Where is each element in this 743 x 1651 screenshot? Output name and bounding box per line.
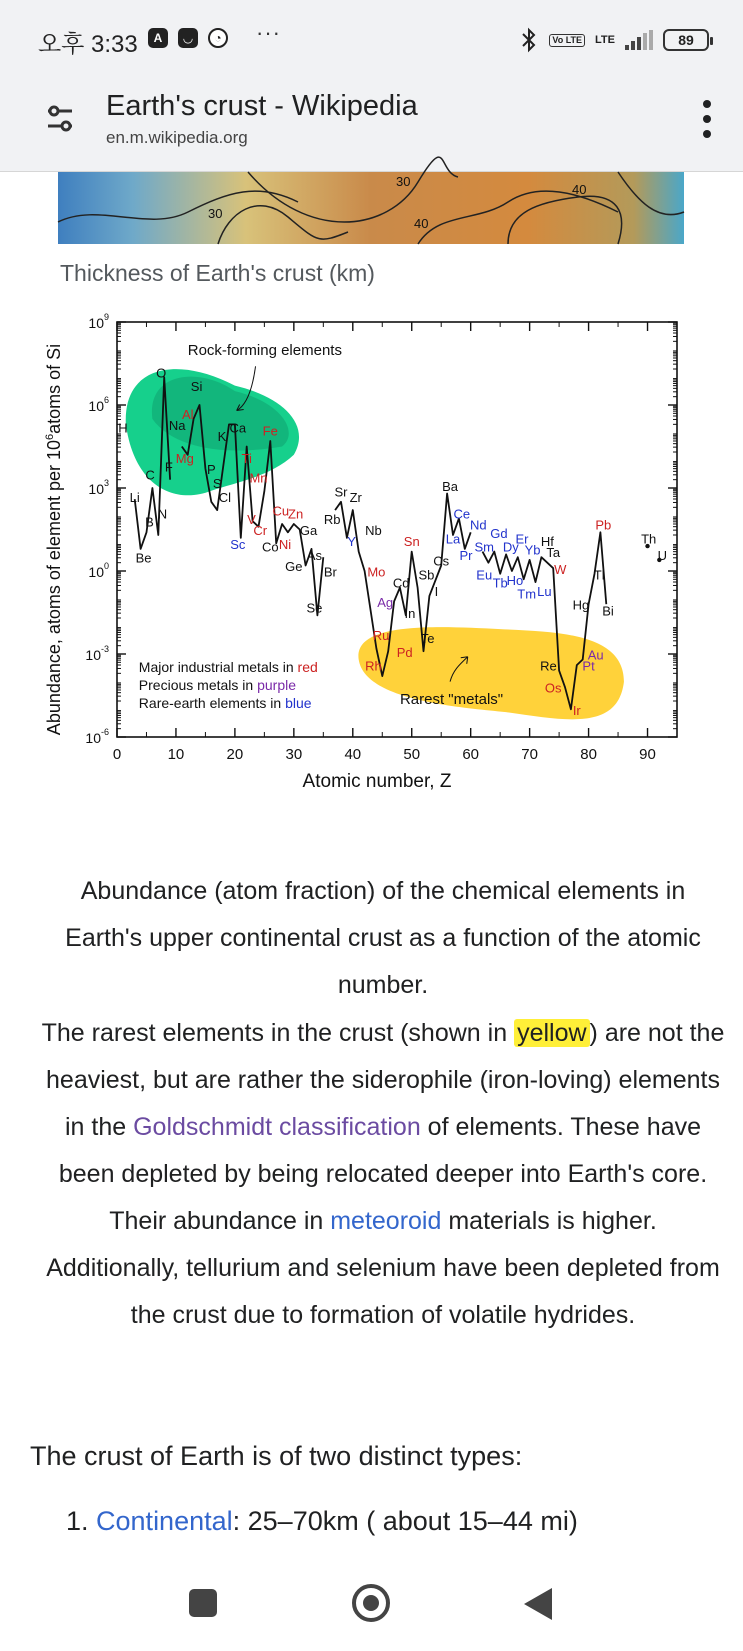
continental-link[interactable]: Continental bbox=[96, 1506, 233, 1536]
list-text: : 25–70km ( about 15–44 mi) bbox=[232, 1506, 578, 1536]
legend-color-word: red bbox=[297, 658, 318, 675]
element-label: Sr bbox=[334, 484, 348, 500]
element-label: Pd bbox=[396, 644, 413, 660]
x-tick-label: 0 bbox=[112, 746, 122, 763]
more-notifications: ··· bbox=[256, 20, 281, 45]
element-label: Ba bbox=[442, 478, 459, 494]
element-label: As bbox=[306, 547, 323, 563]
x-tick-label: 10 bbox=[167, 746, 185, 763]
goldschmidt-link[interactable]: Goldschmidt classification bbox=[133, 1113, 421, 1141]
para-text: of elements. These have been depleted by being relocated deeper into Earth's core. Their abundance in bbox=[58, 1113, 708, 1235]
element-label: H bbox=[118, 420, 128, 436]
element-label: S bbox=[212, 476, 222, 491]
crust-thickness-map[interactable] bbox=[58, 172, 684, 244]
article-paragraph bbox=[40, 1010, 726, 1339]
element-label: Ga bbox=[299, 523, 318, 539]
element-label: Sc bbox=[230, 536, 246, 552]
element-label: Br bbox=[323, 564, 337, 580]
legend-blue bbox=[139, 695, 312, 711]
element-label: Zn bbox=[288, 506, 304, 522]
element-label: Ir bbox=[572, 702, 581, 718]
x-tick-label: 40 bbox=[344, 746, 362, 763]
element-label: Ta bbox=[546, 545, 561, 561]
element-label: Lu bbox=[537, 583, 552, 599]
y-tick-label: $10^9$ bbox=[88, 312, 109, 331]
element-label: N bbox=[157, 506, 168, 522]
app-icon: ◡ bbox=[178, 28, 198, 48]
status-time: 오후 3:33 bbox=[38, 31, 138, 58]
element-label: Pt bbox=[582, 658, 595, 674]
element-label: Mg bbox=[175, 451, 194, 467]
element-label: B bbox=[145, 514, 154, 530]
y-tick-label: $10^6$ bbox=[88, 395, 109, 414]
legend-purple bbox=[139, 677, 296, 693]
x-tick-label: 30 bbox=[285, 746, 303, 763]
legend-text: Major industrial metals in bbox=[138, 658, 298, 675]
element-label: Cu bbox=[272, 503, 290, 519]
element-label: Tm bbox=[517, 586, 537, 602]
element-label: Ce bbox=[453, 506, 471, 522]
a-box-icon: A bbox=[148, 28, 168, 48]
element-label: Eu bbox=[476, 567, 493, 583]
map-graphic bbox=[58, 172, 684, 244]
address-bar[interactable] bbox=[0, 80, 743, 172]
element-label: O bbox=[156, 365, 167, 381]
element-label: Fe bbox=[262, 423, 278, 439]
legend-color-word: purple bbox=[257, 676, 297, 693]
element-label: Ho bbox=[506, 572, 524, 588]
element-label: Au bbox=[587, 647, 604, 663]
element-label: Ag bbox=[377, 594, 394, 610]
element-label: Al bbox=[181, 406, 194, 422]
recent-apps-icon[interactable] bbox=[189, 1589, 217, 1617]
element-label: Ca bbox=[229, 420, 247, 436]
y-tick-label: $10^{-3}$ bbox=[85, 644, 109, 663]
sync-icon: ◔ bbox=[208, 28, 228, 48]
element-label: Nd bbox=[470, 517, 487, 533]
y-tick-exponent: -3 bbox=[100, 644, 109, 654]
y-tick-label: $10^{-6}$ bbox=[85, 727, 109, 746]
element-label: La bbox=[445, 531, 461, 547]
element-label: Zr bbox=[349, 489, 362, 505]
element-label: Be bbox=[135, 550, 152, 566]
element-label: Si bbox=[190, 379, 203, 395]
element-label: Te bbox=[420, 630, 435, 646]
element-label: V bbox=[247, 511, 256, 527]
element-label: Co bbox=[261, 539, 279, 555]
status-bar bbox=[0, 0, 743, 80]
element-label: Pb bbox=[595, 517, 612, 533]
y-tick-exponent: 6 bbox=[103, 395, 109, 405]
status-right bbox=[519, 24, 709, 56]
yellow-highlight: yellow bbox=[514, 1019, 589, 1047]
x-tick-label: 20 bbox=[226, 746, 244, 763]
element-label: P bbox=[206, 462, 216, 478]
para-text: ) are not the heaviest, but are rather the siderophile (iron-loving) elements in the bbox=[46, 1019, 725, 1141]
legend-red bbox=[139, 659, 318, 675]
element-label: Na bbox=[168, 417, 186, 433]
y-axis-title-exponent: 6 bbox=[44, 433, 56, 440]
list-item bbox=[66, 1506, 578, 1537]
element-label: Tl bbox=[593, 567, 605, 583]
element-label: Gd bbox=[490, 525, 508, 541]
x-tick-label: 60 bbox=[462, 746, 480, 763]
element-label: I bbox=[434, 583, 439, 599]
y-axis-title bbox=[44, 344, 64, 735]
legend-color-word: blue bbox=[285, 694, 312, 711]
contour-label: 30 bbox=[396, 174, 411, 189]
element-label: Cr bbox=[253, 523, 268, 539]
y-axis-title-part: atoms of Si bbox=[44, 343, 64, 434]
map-caption: Thickness of Earth's crust (km) bbox=[60, 260, 375, 286]
y-tick-exponent: -6 bbox=[100, 727, 109, 737]
list-number: 1. bbox=[66, 1506, 97, 1536]
navigation-bar bbox=[0, 1572, 743, 1651]
rarest-metals-label: Rarest "metals" bbox=[399, 690, 504, 708]
element-label: Os bbox=[544, 680, 562, 696]
y-tick-exponent: 9 bbox=[103, 312, 109, 322]
x-tick-label: 70 bbox=[521, 746, 538, 763]
element-label: Se bbox=[306, 600, 323, 616]
para-text: materials is higher. Additionally, tellurium and selenium have been depleted from the crust due to formation of volatile hydrides. bbox=[46, 1207, 720, 1329]
element-label: Er bbox=[515, 531, 529, 547]
contour-label: 30 bbox=[208, 206, 223, 221]
lead-sentence: The crust of Earth is of two distinct types: bbox=[30, 1441, 523, 1471]
element-label: Mo bbox=[367, 564, 386, 580]
element-label: Ru bbox=[372, 628, 390, 644]
element-label: Mn bbox=[249, 470, 268, 486]
element-label: W bbox=[554, 561, 567, 577]
element-label: Rb bbox=[323, 511, 341, 527]
abundance-chart[interactable] bbox=[42, 312, 722, 820]
element-label: Y bbox=[347, 534, 356, 550]
element-label: In bbox=[404, 606, 416, 622]
element-label: Ge bbox=[285, 559, 303, 574]
element-label: Nb bbox=[365, 523, 382, 539]
element-label: Rh bbox=[365, 658, 382, 674]
battery-icon: 89 bbox=[663, 29, 709, 51]
contour-label: 40 bbox=[414, 216, 429, 231]
element-label: Sn bbox=[403, 534, 420, 550]
element-label: Hf bbox=[540, 534, 554, 550]
legend-text: Rare-earth elements in bbox=[138, 694, 286, 711]
element-label: Dy bbox=[502, 539, 519, 555]
element-label: Bi bbox=[602, 603, 614, 619]
page-url[interactable]: en.m.wikipedia.org bbox=[106, 128, 248, 147]
contour-label: 40 bbox=[572, 182, 587, 197]
page-title[interactable]: Earth's crust - Wikipedia bbox=[106, 90, 418, 122]
element-label: Yb bbox=[524, 542, 541, 558]
element-label: Sm bbox=[474, 539, 494, 555]
element-label: C bbox=[145, 467, 155, 483]
y-tick-label: $10^3$ bbox=[88, 478, 109, 497]
rock-forming-label: Rock-forming elements bbox=[187, 342, 342, 360]
figure-caption: Abundance (atom fraction) of the chemical elements in Earth's upper continental crust as a function of the atomic number. bbox=[65, 877, 701, 999]
element-label: Ti bbox=[241, 451, 252, 467]
home-icon[interactable] bbox=[352, 1584, 390, 1622]
meteoroid-link[interactable]: meteoroid bbox=[330, 1207, 442, 1235]
element-label: Li bbox=[129, 489, 140, 505]
site-settings-icon[interactable] bbox=[46, 104, 74, 134]
para-text: The rarest elements in the crust (shown in bbox=[41, 1019, 515, 1047]
more-options-icon[interactable] bbox=[701, 100, 713, 140]
legend-text: Precious metals in bbox=[138, 676, 258, 693]
element-label: K bbox=[217, 428, 227, 444]
element-label: Cl bbox=[218, 489, 232, 505]
y-axis-title-part: Abundance, atoms of element per 10 bbox=[44, 439, 64, 736]
lte-indicator: LTE bbox=[595, 33, 615, 46]
element-label: Th bbox=[641, 531, 657, 547]
element-label: Re bbox=[540, 658, 557, 674]
element-label: Hg bbox=[572, 597, 590, 613]
element-label: Ni bbox=[278, 536, 292, 552]
x-tick-label: 90 bbox=[639, 746, 656, 763]
y-tick-label: $10^0$ bbox=[88, 561, 109, 580]
element-label: Sb bbox=[418, 567, 435, 583]
y-tick-exponent: 0 bbox=[103, 561, 109, 571]
volte-indicator: Vo LTE bbox=[549, 34, 585, 47]
element-label: U bbox=[657, 547, 667, 563]
x-axis-title: Atomic number, Z bbox=[302, 771, 452, 792]
element-label: Cs bbox=[433, 553, 450, 569]
signal-icon bbox=[625, 30, 653, 50]
x-tick-label: 50 bbox=[403, 746, 421, 763]
element-label: Cd bbox=[392, 575, 410, 591]
x-tick-label: 80 bbox=[580, 746, 597, 763]
back-icon[interactable] bbox=[524, 1588, 552, 1620]
element-label: F bbox=[164, 459, 173, 475]
element-label: Pr bbox=[459, 547, 473, 563]
bluetooth-icon bbox=[519, 28, 539, 52]
element-label: Tb bbox=[492, 575, 508, 591]
y-tick-exponent: 3 bbox=[103, 478, 109, 488]
